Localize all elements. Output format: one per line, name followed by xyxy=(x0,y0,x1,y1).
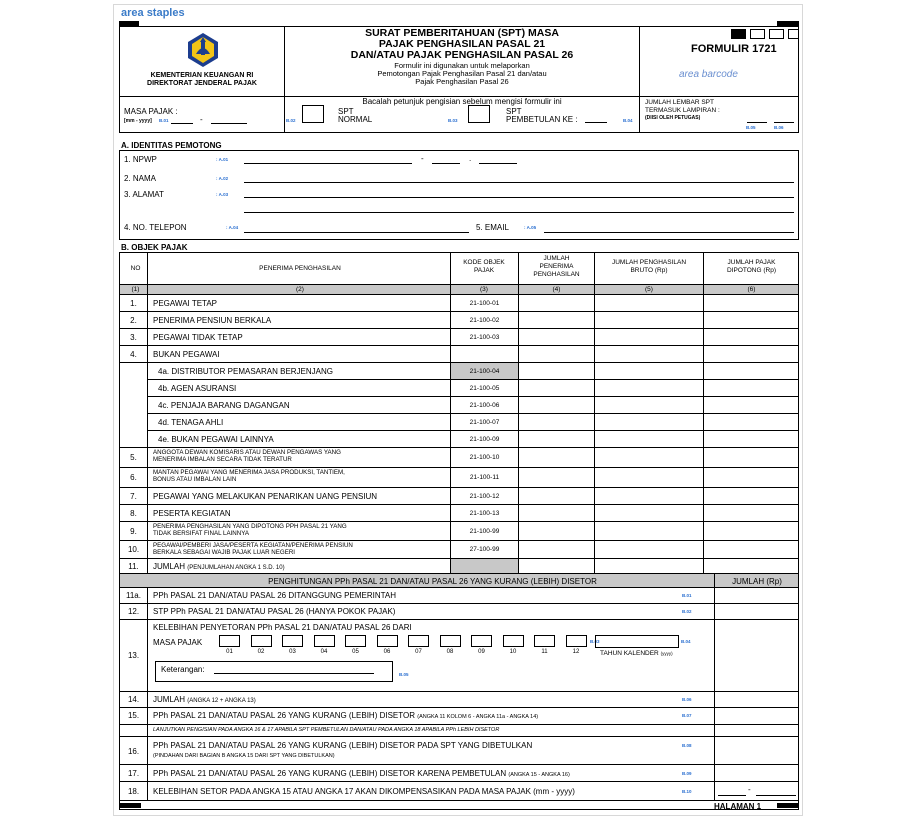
row-label: 4a. DISTRIBUTOR PEMASARAN BERJENJANG xyxy=(158,366,333,376)
tahun-kalender-format: (yyyy) xyxy=(660,651,673,656)
col-num-3: (3) xyxy=(480,286,488,293)
row-12-code: B.02 xyxy=(682,609,692,614)
col-num-5: (5) xyxy=(645,286,653,293)
telepon-input[interactable] xyxy=(244,223,469,233)
alamat-label: 3. ALAMAT xyxy=(124,190,164,199)
row-kode-objek: 21-100-07 xyxy=(469,418,500,426)
col-jumlah-header-3: PENGHASILAN xyxy=(533,271,580,278)
row-label: PENERIMA PENSIUN BERKALA xyxy=(153,315,272,325)
row-no: 7. xyxy=(130,491,137,501)
row-18-dash: - xyxy=(748,785,751,794)
month-label: 03 xyxy=(289,649,296,655)
month-checkbox-02[interactable] xyxy=(251,635,272,647)
month-checkbox-04[interactable] xyxy=(314,635,335,647)
spt-pembetulan-label-1: SPT xyxy=(506,107,522,116)
bruto-input[interactable] xyxy=(595,468,703,487)
col-jumlah-header-2: PENERIMA xyxy=(539,263,574,270)
row-label-line-2: BONUS ATAU IMBALAN LAIN xyxy=(153,476,237,483)
row-11-label-sub: (PENJUMLAHAN ANGKA 1 S.D. 10) xyxy=(187,565,285,571)
row-label-line-2: TIDAK BERSIFAT FINAL LAINNYA xyxy=(153,530,250,537)
row-15-code: B.07 xyxy=(682,713,692,718)
calc-header-jumlah: JUMLAH (Rp) xyxy=(732,577,782,586)
ministry-name: KEMENTERIAN KEUANGAN RI xyxy=(150,72,254,79)
row-18-code: B.10 xyxy=(682,789,692,794)
area-barcode-label: area barcode xyxy=(679,69,738,80)
alamat-code: : A.03 xyxy=(216,192,229,197)
telepon-code: : A.04 xyxy=(226,225,239,230)
row-kode-objek: 21-100-13 xyxy=(469,509,500,517)
pajak-dipotong-input[interactable] xyxy=(704,541,799,558)
jumlah-lembar-input-1[interactable] xyxy=(747,115,767,123)
kode-row11-empty xyxy=(451,559,518,573)
row-11a-label: PPh PASAL 21 DAN/ATAU PASAL 26 DITANGGUNG PEMERINTAH xyxy=(153,591,397,600)
row-14-no: 14. xyxy=(127,695,140,704)
col-bruto-header-1: JUMLAH PENGHASILAN xyxy=(611,259,687,266)
row-16-code: B.08 xyxy=(682,743,692,748)
row-label xyxy=(153,542,353,556)
month-label: 04 xyxy=(320,649,328,655)
jumlah-penerima-input[interactable] xyxy=(519,505,594,521)
row-kode-objek: 21-100-11 xyxy=(469,474,500,481)
row-14-code: B.06 xyxy=(682,697,692,702)
row-11-label-main: JUMLAH xyxy=(153,562,188,571)
keterangan-label: Keterangan: xyxy=(161,665,205,674)
row-label-line-1: MANTAN PEGAWAI YANG MENERIMA JASA PRODUKSI, TANTIEM, xyxy=(153,469,345,476)
row-kode-objek: 21-100-04 xyxy=(469,367,500,375)
row-17-code: B.09 xyxy=(682,771,692,776)
row-kode-objek: 27-100-99 xyxy=(469,546,500,553)
row-15-no: 15. xyxy=(127,711,140,720)
month-label: 01 xyxy=(226,649,233,655)
bruto-input[interactable] xyxy=(595,448,703,467)
row-16-no: 16. xyxy=(127,747,140,756)
row-no: 5. xyxy=(130,453,137,462)
pajak-dipotong-input[interactable] xyxy=(704,363,799,379)
code-b01: B.01 xyxy=(159,118,169,123)
month-label: 12 xyxy=(572,649,580,655)
row-11-no: 11. xyxy=(128,562,139,571)
form-title-1: SURAT PEMBERITAHUAN (SPT) MASA xyxy=(365,27,559,39)
jumlah-penerima-input[interactable] xyxy=(519,488,594,504)
row-kode-objek: 21-100-12 xyxy=(469,492,500,500)
month-label: 05 xyxy=(352,649,359,655)
month-label: 07 xyxy=(415,649,422,655)
jumlah-lembar-label-2: TERMASUK LAMPIRAN : xyxy=(645,107,720,114)
email-input[interactable] xyxy=(544,223,794,233)
pajak-dipotong-input[interactable] xyxy=(704,414,799,430)
ministry-logo xyxy=(184,32,222,68)
bruto-input[interactable] xyxy=(595,541,703,558)
pajak-dipotong-input[interactable] xyxy=(704,380,799,396)
bruto-input[interactable] xyxy=(595,380,703,396)
email-code: : A.05 xyxy=(524,225,537,230)
form-number: FORMULIR 1721 xyxy=(691,43,777,55)
page-indicator-empty xyxy=(750,29,765,39)
jumlah-penerima-input[interactable] xyxy=(519,380,594,396)
npwp-code: : A.01 xyxy=(216,157,229,162)
tahun-kalender-input[interactable] xyxy=(595,635,679,648)
row-11a-input[interactable] xyxy=(715,589,798,602)
form-title-3: DAN/ATAU PAJAK PENGHASILAN PASAL 26 xyxy=(350,49,574,61)
row-no: 6. xyxy=(130,473,137,482)
row-16-sub: (PINDAHAN DARI BAGIAN B ANGKA 15 DARI SPT YANG DIBETULKAN) xyxy=(153,753,335,759)
jumlah-penerima-input[interactable] xyxy=(519,346,594,362)
continuation-note: LANJUTKAN PENGISIAN PADA ANGKA 16 & 17 APABILA SPT PEMBETULAN DAN/ATAU PADA ANGKA 18 APABILA PPh LEBIH DISETOR xyxy=(153,727,500,733)
row-14-label xyxy=(153,695,256,706)
row-17-label xyxy=(153,769,570,780)
instruction-text: Bacalah petunjuk pengisian sebelum mengisi formulir ini xyxy=(362,97,562,106)
row-16-label: PPh PASAL 21 DAN/ATAU PASAL 26 YANG KURANG (LEBIH) DISETOR PADA SPT YANG DIBETULKAN xyxy=(153,741,533,750)
row-label: 4d. TENAGA AHLI xyxy=(158,417,224,427)
bruto-input[interactable] xyxy=(595,363,703,379)
jumlah-penerima-input[interactable] xyxy=(519,397,594,413)
jumlah-lembar-note: (DIISI OLEH PETUGAS) xyxy=(645,115,701,121)
masa-pajak-format: [mm - yyyy] xyxy=(124,118,152,124)
row-label xyxy=(153,449,341,463)
form-subtitle-2: Pemotongan Pajak Penghasilan Pasal 21 dan/atau xyxy=(377,69,547,78)
pembetulan-ke-input[interactable] xyxy=(585,116,607,123)
jumlah-penerima-input[interactable] xyxy=(519,312,594,328)
masa-dash: - xyxy=(200,115,203,124)
page-indicator-empty xyxy=(769,29,784,39)
row-label: 4c. PENJAJA BARANG DAGANGAN xyxy=(158,400,290,410)
jumlah-penerima-input[interactable] xyxy=(519,414,594,430)
code-b05: B.05 xyxy=(746,125,756,130)
row-13-masa-label: MASA PAJAK xyxy=(153,638,203,647)
bruto-input[interactable] xyxy=(595,329,703,345)
col-num-1: (1) xyxy=(131,286,140,293)
row-12-input[interactable] xyxy=(715,605,798,618)
spt-form-page xyxy=(113,4,803,816)
row-kode-objek: 21-100-03 xyxy=(469,333,500,341)
col-bruto-header-2: BRUTO (Rp) xyxy=(630,267,668,274)
jumlah-penerima-input[interactable] xyxy=(519,295,594,311)
nama-code: : A.02 xyxy=(216,176,229,181)
bruto-input[interactable] xyxy=(595,488,703,504)
bruto-input[interactable] xyxy=(595,312,703,328)
row-label-line-2: BERKALA SEBAGAI WAJIB PAJAK LUAR NEGERI xyxy=(153,549,296,556)
row-label: 4b. AGEN ASURANSI xyxy=(158,383,237,393)
bruto-input[interactable] xyxy=(595,295,703,311)
row-no: 8. xyxy=(130,508,137,518)
alamat-input-1[interactable] xyxy=(244,188,794,198)
col-kode-header-2: PAJAK xyxy=(473,267,495,274)
section-b-title: B. OBJEK PAJAK xyxy=(121,243,188,252)
registration-mark xyxy=(777,803,799,808)
npwp-dot: . xyxy=(469,154,472,163)
col-penerima-header: PENERIMA PENGHASILAN xyxy=(259,265,341,272)
col-kode-header-1: KODE OBJEK xyxy=(463,259,505,266)
month-checkbox-06[interactable] xyxy=(377,635,398,647)
month-label: 08 xyxy=(446,649,454,655)
pajak-dipotong-input[interactable] xyxy=(704,522,799,540)
row-11a-code: B.01 xyxy=(682,593,692,598)
nama-label: 2. NAMA xyxy=(124,174,157,183)
jumlah-penerima-input[interactable] xyxy=(519,541,594,558)
npwp-dash: - xyxy=(421,154,424,163)
row-11-label xyxy=(153,562,285,573)
month-checkbox-09[interactable] xyxy=(471,635,492,647)
row-18-no: 18. xyxy=(127,787,140,796)
keterangan-line xyxy=(214,670,374,674)
page-indicator-empty xyxy=(788,29,799,39)
bruto-input[interactable] xyxy=(595,397,703,413)
row-label xyxy=(153,523,347,537)
pajak-dipotong-input[interactable] xyxy=(704,505,799,521)
pajak-dipotong-input[interactable] xyxy=(704,448,799,467)
nama-input[interactable] xyxy=(244,173,794,183)
row-17-label-main: PPh PASAL 21 DAN/ATAU PASAL 26 YANG KURANG (LEBIH) DISETOR KARENA PEMBETULAN xyxy=(153,769,509,778)
row-13-no: 13. xyxy=(127,651,140,660)
month-checkbox-11[interactable] xyxy=(534,635,555,647)
col-pajak-header-2: DIPOTONG (Rp) xyxy=(727,267,776,274)
page-number: HALAMAN 1 xyxy=(714,802,762,811)
row-no: 9. xyxy=(130,526,137,536)
jumlah-penerima-input[interactable] xyxy=(519,522,594,540)
pajak-dipotong-input[interactable] xyxy=(704,329,799,345)
bruto-input[interactable] xyxy=(595,346,703,362)
row-13-code-b04: B.04 xyxy=(681,639,691,644)
row-kode-objek: 21-100-99 xyxy=(469,527,500,535)
row-kode-objek: 21-100-06 xyxy=(469,401,500,409)
row-18-month-input[interactable] xyxy=(718,787,746,796)
row-18-year-input[interactable] xyxy=(756,787,796,796)
section-a-title: A. IDENTITAS PEMOTONG xyxy=(121,141,222,150)
col-jumlah-header-1: JUMLAH xyxy=(543,255,570,262)
month-checkbox-08[interactable] xyxy=(440,635,461,647)
code-b02: B.02 xyxy=(286,118,296,123)
month-label: 02 xyxy=(257,649,265,655)
row-label xyxy=(153,469,345,483)
area-staples-label: area staples xyxy=(121,7,185,19)
spt-pembetulan-checkbox[interactable] xyxy=(468,105,490,123)
row-label-line-2: MENERIMA IMBALAN SECARA TIDAK TERATUR xyxy=(153,456,292,463)
row-kode-objek: 21-100-10 xyxy=(469,454,500,461)
npwp-input-2[interactable] xyxy=(432,155,460,164)
pajak-dipotong-input[interactable] xyxy=(704,346,799,362)
month-checkbox-12[interactable] xyxy=(566,635,587,647)
row-14-label-main: JUMLAH xyxy=(153,695,188,704)
form-subtitle-1: Formulir ini digunakan untuk melaporkan xyxy=(394,61,530,70)
registration-mark xyxy=(119,803,141,808)
month-label: 06 xyxy=(383,649,391,655)
row-label-line-1: PENERIMA PENGHASILAN YANG DIPOTONG PPH PASAL 21 YANG xyxy=(153,523,347,530)
col-num-6: (6) xyxy=(747,286,756,293)
jumlah-penerima-input[interactable] xyxy=(519,431,594,447)
row-15-label-sub: (ANGKA 11 KOLOM 6 - ANGKA 11a - ANGKA 14) xyxy=(417,714,539,720)
month-checkbox-07[interactable] xyxy=(408,635,429,647)
col-num-2: (2) xyxy=(296,286,304,293)
row-17-no: 17. xyxy=(127,769,140,778)
pajak-dipotong-input[interactable] xyxy=(704,312,799,328)
row-kode-objek: 21-100-05 xyxy=(469,384,500,392)
bruto-input[interactable] xyxy=(595,505,703,521)
row-11a-no: 11a. xyxy=(126,591,141,600)
pajak-dipotong-input[interactable] xyxy=(704,488,799,504)
pajak-dipotong-input[interactable] xyxy=(704,431,799,447)
pajak-dipotong-input[interactable] xyxy=(704,468,799,487)
month-checkbox-01[interactable] xyxy=(219,635,240,647)
month-checkbox-05[interactable] xyxy=(345,635,366,647)
masa-pajak-month-input[interactable] xyxy=(171,117,193,124)
row-13-code-b03: B.03 xyxy=(590,639,600,644)
spt-pembetulan-label-2: PEMBETULAN KE : xyxy=(506,115,578,124)
pajak-dipotong-input[interactable] xyxy=(704,295,799,311)
spt-normal-label-2: NORMAL xyxy=(338,115,373,124)
masa-pajak-label: MASA PAJAK : xyxy=(124,107,178,116)
month-checkbox-10[interactable] xyxy=(503,635,524,647)
bruto-input[interactable] xyxy=(595,414,703,430)
directorate-name: DIREKTORAT JENDERAL PAJAK xyxy=(147,80,257,87)
row-13-code-b05: B.05 xyxy=(399,672,409,677)
email-label: 5. EMAIL xyxy=(476,223,509,232)
month-label: 09 xyxy=(478,649,485,655)
row-label: PEGAWAI YANG MELAKUKAN PENARIKAN UANG PENSIUN xyxy=(153,491,378,501)
row-no: 3. xyxy=(130,332,137,342)
page-indicator-filled xyxy=(731,29,746,39)
npwp-input-1[interactable] xyxy=(244,155,412,164)
telepon-label: 4. NO. TELEPON xyxy=(124,223,187,232)
jumlah-penerima-input[interactable] xyxy=(519,363,594,379)
row-12-no: 12. xyxy=(127,607,140,616)
jumlah-lembar-label-1: JUMLAH LEMBAR SPT xyxy=(645,99,714,106)
row-label: PEGAWAI TETAP xyxy=(153,298,218,308)
row-label: PESERTA KEGIATAN xyxy=(153,508,231,518)
jumlah-lembar-input-2[interactable] xyxy=(774,115,794,123)
spt-normal-label-1: SPT xyxy=(338,107,354,116)
alamat-input-2[interactable] xyxy=(244,203,794,213)
npwp-label: 1. NPWP xyxy=(124,155,157,164)
bruto-input[interactable] xyxy=(595,431,703,447)
row-15-label xyxy=(153,711,538,722)
month-label: 10 xyxy=(509,649,517,655)
row-12-label: STP PPh PASAL 21 DAN/ATAU PASAL 26 (HANYA POKOK PAJAK) xyxy=(153,607,396,616)
row-no: 1. xyxy=(130,298,137,308)
tahun-kalender-text: TAHUN KALENDER xyxy=(600,650,659,657)
spt-normal-checkbox[interactable] xyxy=(302,105,324,123)
form-title-2: PAJAK PENGHASILAN PASAL 21 xyxy=(378,38,546,50)
form-subtitle-3: Pajak Penghasilan Pasal 26 xyxy=(415,77,509,86)
code-b04: B.04 xyxy=(623,118,633,123)
tahun-kalender-label xyxy=(600,650,673,657)
npwp-input-3[interactable] xyxy=(479,155,517,164)
code-b03: B.03 xyxy=(448,118,458,123)
month-label: 11 xyxy=(541,649,548,655)
row-no: 10. xyxy=(127,545,140,554)
code-b06: B.06 xyxy=(774,125,784,130)
row-label: PEGAWAI TIDAK TETAP xyxy=(153,332,243,342)
row-13-label: KELEBIHAN PENYETORAN PPh PASAL 21 DAN/ATAU PASAL 26 DARI xyxy=(153,623,412,632)
row-kode-objek: 21-100-09 xyxy=(469,435,500,443)
row-label-line-1: ANGGOTA DEWAN KOMISARIS ATAU DEWAN PENGAWAS YANG xyxy=(153,449,341,456)
row-no: 4. xyxy=(130,349,137,359)
row-label: 4e. BUKAN PEGAWAI LAINNYA xyxy=(158,434,274,444)
masa-pajak-year-input[interactable] xyxy=(211,117,247,124)
jumlah-penerima-input[interactable] xyxy=(519,448,594,467)
row-no: 2. xyxy=(130,315,137,325)
row-label: BUKAN PEGAWAI xyxy=(153,349,220,359)
row-label-line-1: PEGAWAI/PEMBERI JASA/PESERTA KEGIATAN/PENERIMA PENSIUN xyxy=(153,542,353,549)
bruto-input[interactable] xyxy=(595,522,703,540)
col-pajak-header-1: JUMLAH PAJAK xyxy=(727,259,776,266)
jumlah-penerima-input[interactable] xyxy=(519,329,594,345)
row-18-label: KELEBIHAN SETOR PADA ANGKA 15 ATAU ANGKA 17 AKAN DIKOMPENSASIKAN PADA MASA PAJAK (mm - yyyy) xyxy=(153,787,575,796)
row-kode-objek: 21-100-02 xyxy=(469,316,500,324)
col-num-4: (4) xyxy=(552,286,561,293)
col-no-header: NO xyxy=(130,265,141,272)
month-checkbox-03[interactable] xyxy=(282,635,303,647)
row-kode-objek: 21-100-01 xyxy=(469,299,500,307)
row-15-label-main: PPh PASAL 21 DAN/ATAU PASAL 26 YANG KURANG (LEBIH) DISETOR xyxy=(153,711,418,720)
row-14-label-sub: (ANGKA 12 + ANGKA 13) xyxy=(187,698,256,704)
jumlah-penerima-input[interactable] xyxy=(519,468,594,487)
pajak-dipotong-input[interactable] xyxy=(704,397,799,413)
row-17-label-sub: (ANGKA 15 - ANGKA 16) xyxy=(508,772,570,778)
calc-header: PENGHITUNGAN PPh PASAL 21 DAN/ATAU PASAL 26 YANG KURANG (LEBIH) DISETOR xyxy=(268,577,597,586)
